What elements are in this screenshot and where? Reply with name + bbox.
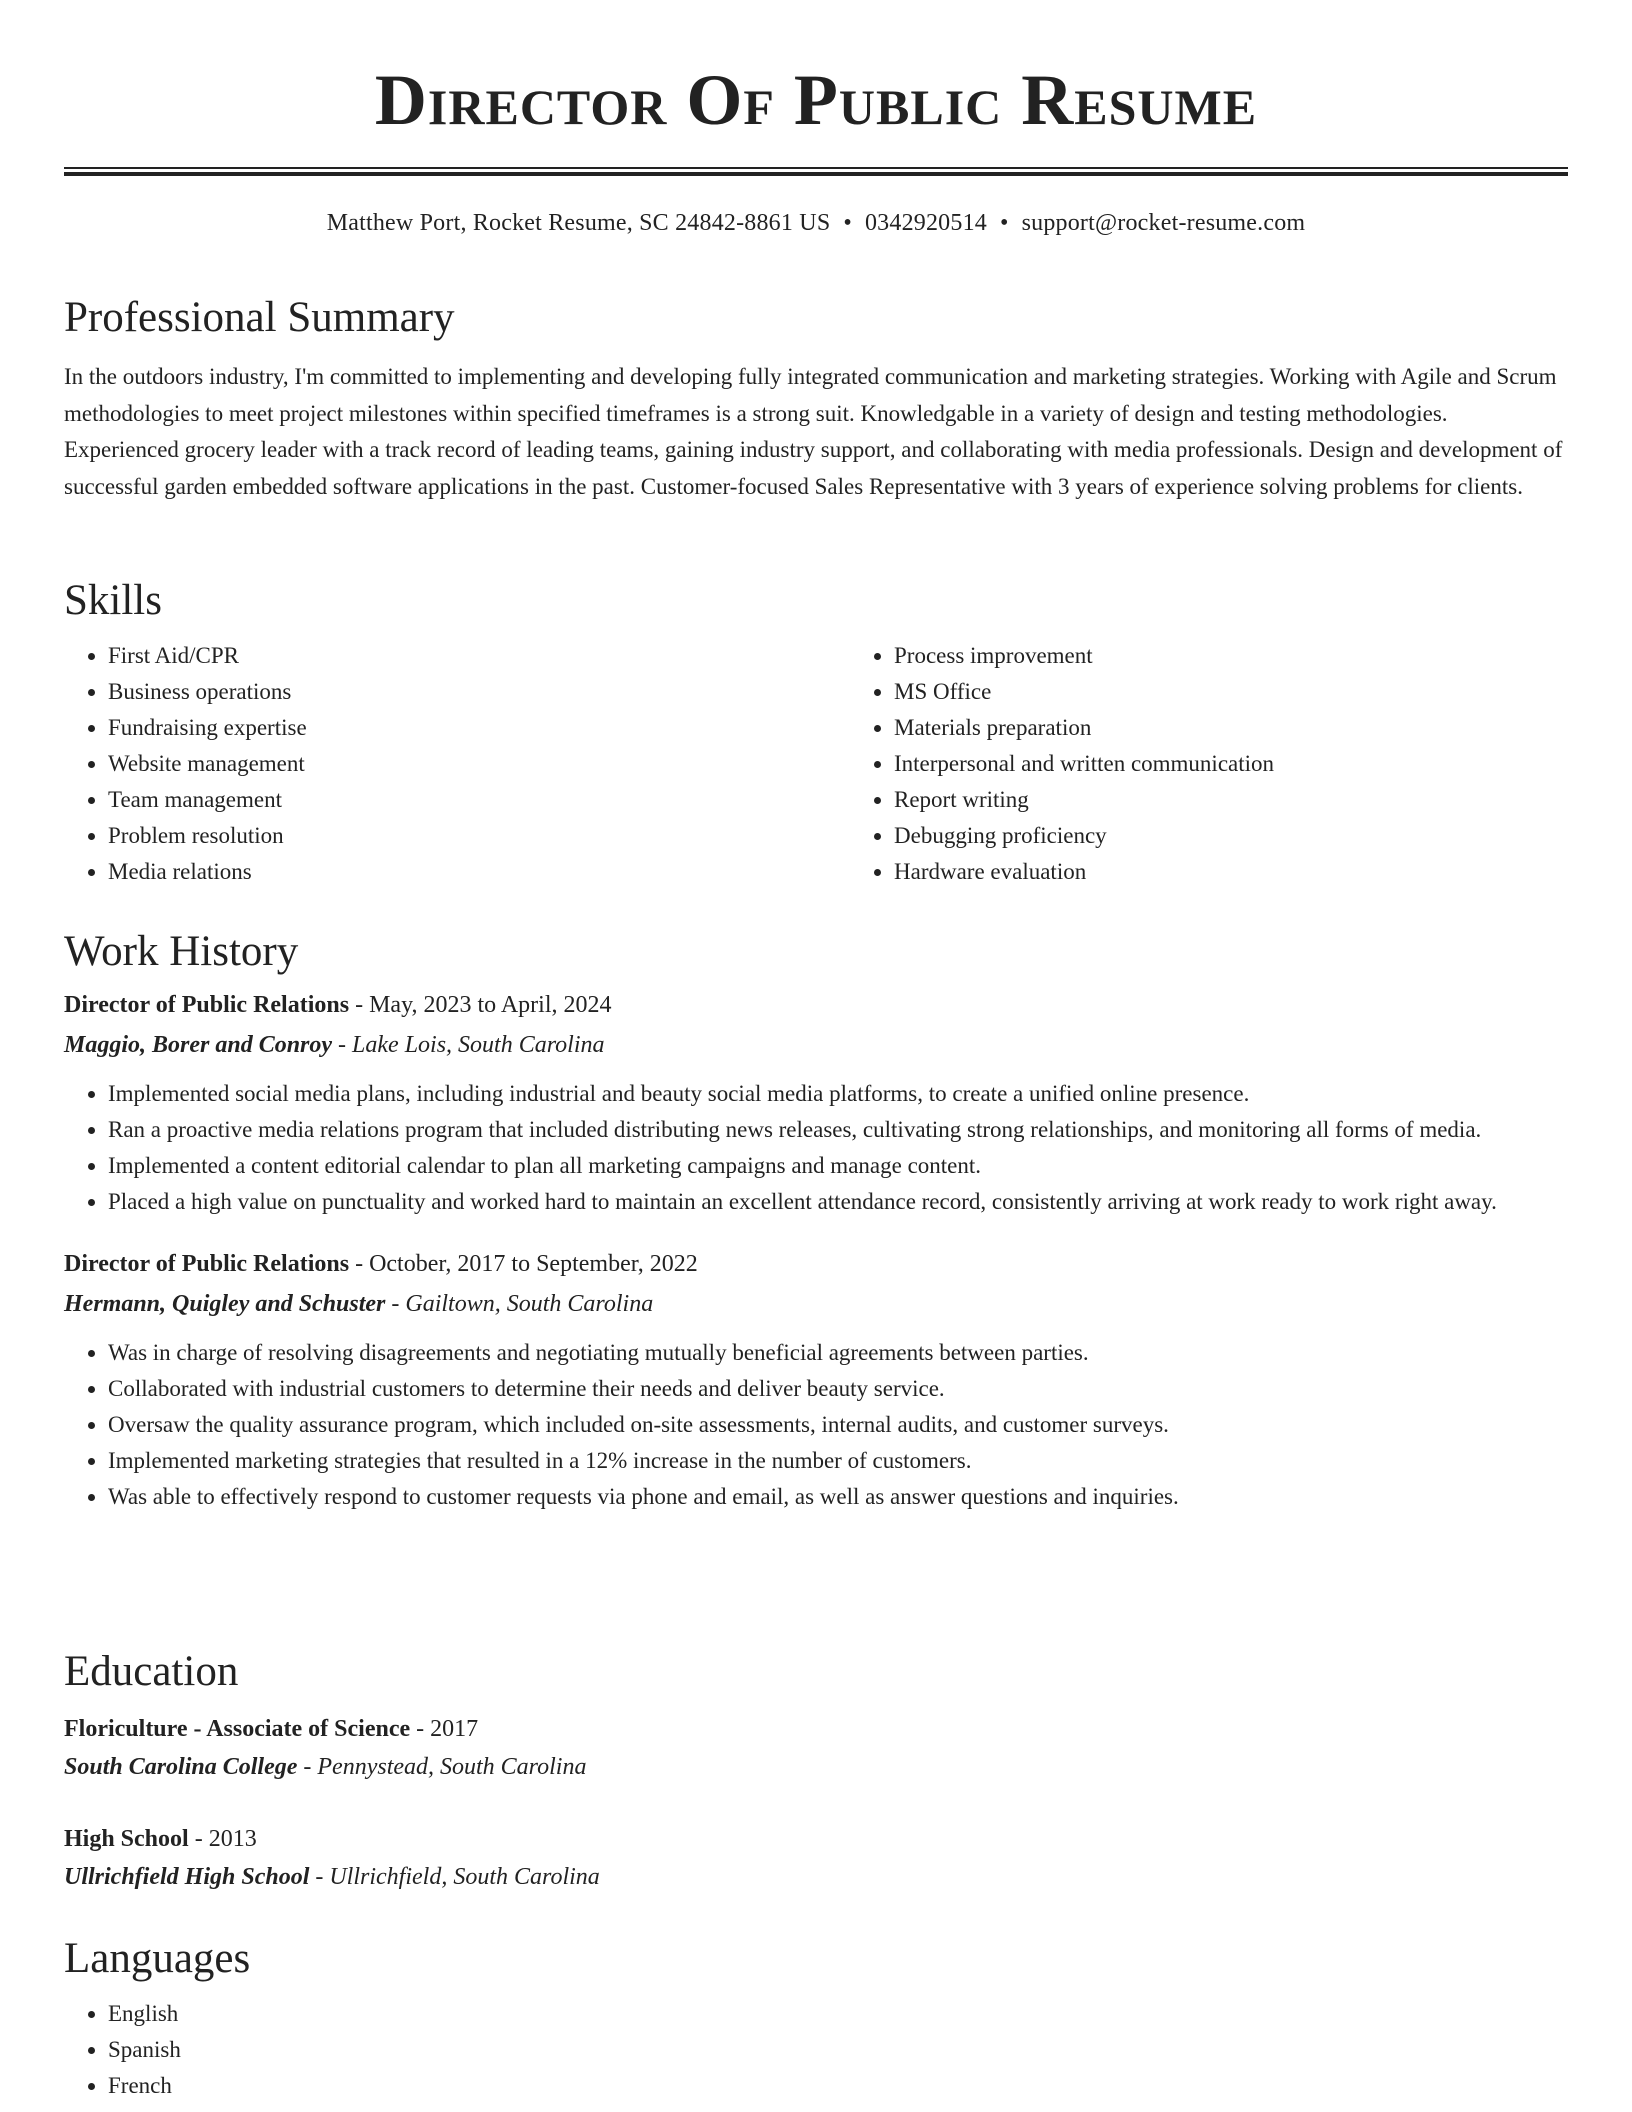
skill-item: • First Aid/CPR	[108, 638, 850, 674]
job-bullet: • Placed a high value on punctuality and worked hard to maintain an excellent attendance record, consistently arriving at work ready to work right away.	[108, 1184, 1568, 1220]
skills-section	[64, 575, 1568, 890]
skills-columns	[64, 638, 1568, 890]
language-item: • French	[108, 2068, 1568, 2104]
skill-item: • Business operations	[108, 674, 850, 710]
job-entry	[64, 1244, 1568, 1515]
resume-title: Director Of Public Resume	[374, 60, 1258, 140]
skill-item: • Team management	[108, 782, 850, 818]
job-dates: - October, 2017 to September, 2022	[349, 1251, 698, 1277]
skill-item: • Problem resolution	[108, 818, 850, 854]
job-employer-line	[64, 1284, 1568, 1324]
skills-list-right	[850, 638, 1632, 890]
education-school-line	[64, 1748, 1568, 1786]
education-school: South Carolina College	[64, 1754, 298, 1780]
skill-item: • Report writing	[894, 782, 1632, 818]
skill-item: • Hardware evaluation	[894, 854, 1632, 890]
job-bullet: • Oversaw the quality assurance program, which included on-site assessments, internal audits, and customer surveys.	[108, 1407, 1568, 1443]
job-bullet: • Collaborated with industrial customers to determine their needs and deliver beauty service.	[108, 1371, 1568, 1407]
skill-item: • Website management	[108, 746, 850, 782]
contact-line	[64, 208, 1568, 238]
job-employer-line	[64, 1025, 1568, 1065]
skill-item: • Media relations	[108, 854, 850, 890]
job-bullet: • Ran a proactive media relations program that included distributing news releases, cultivating strong relationships, and monitoring all forms of media.	[108, 1112, 1568, 1148]
section-heading-education: Education	[64, 1648, 239, 1695]
job-title: Director of Public Relations	[64, 992, 350, 1018]
job-company: Maggio, Borer and Conroy	[64, 1032, 333, 1058]
section-heading-work-history: Work History	[64, 928, 299, 975]
work-history-section	[64, 926, 1568, 1515]
skill-item: • Debugging proficiency	[894, 818, 1632, 854]
education-location: - Ullrichfield, South Carolina	[309, 1864, 600, 1890]
education-degree: High School	[64, 1826, 189, 1852]
section-heading-languages: Languages	[64, 1935, 251, 1982]
job-heading	[64, 985, 1568, 1025]
education-year: - 2013	[188, 1826, 257, 1852]
skill-item: • Fundraising expertise	[108, 710, 850, 746]
education-location: - Pennystead, South Carolina	[297, 1754, 587, 1780]
education-section	[64, 1646, 1568, 1896]
education-year: - 2017	[410, 1716, 479, 1742]
education-school: Ullrichfield High School	[64, 1864, 310, 1890]
language-item: • Spanish	[108, 2032, 1568, 2068]
section-heading-summary: Professional Summary	[64, 294, 455, 341]
job-dates: - May, 2023 to April, 2024	[349, 992, 612, 1018]
header-divider	[64, 167, 1568, 176]
job-company: Hermann, Quigley and Schuster	[64, 1291, 386, 1317]
job-bullets	[64, 1076, 1568, 1220]
education-school-line	[64, 1858, 1568, 1896]
job-bullets	[64, 1335, 1568, 1515]
languages-list	[64, 1996, 1568, 2104]
language-item: • English	[108, 1996, 1568, 2032]
skills-list-left	[64, 638, 850, 890]
education-degree-line	[64, 1820, 1568, 1858]
education-degree-line	[64, 1710, 1568, 1748]
contact-address: Matthew Port, Rocket Resume, SC 24842-8861 US	[326, 210, 831, 236]
skill-item: • Interpersonal and written communication	[894, 746, 1632, 782]
job-bullet: • Was in charge of resolving disagreements and negotiating mutually beneficial agreements between parties.	[108, 1335, 1568, 1371]
job-bullet: • Implemented social media plans, including industrial and beauty social media platforms, to create a unified online presence.	[108, 1076, 1568, 1112]
education-degree: Floriculture - Associate of Science	[64, 1716, 411, 1742]
job-bullet: • Was able to effectively respond to customer requests via phone and email, as well as answer questions and inquiries.	[108, 1479, 1568, 1515]
skill-item: • MS Office	[894, 674, 1632, 710]
job-entry	[64, 985, 1568, 1220]
skill-item: • Process improvement	[894, 638, 1632, 674]
job-title: Director of Public Relations	[64, 1251, 350, 1277]
contact-phone: 0342920514	[864, 210, 987, 236]
section-heading-skills: Skills	[64, 577, 162, 624]
education-entry	[64, 1710, 1568, 1786]
summary-text: In the outdoors industry, I'm committed to implementing and developing fully integrated communication and marketing strategies. Working with Agile and Scrum methodologies to meet project milestones within specified timeframes is a strong suit. Knowledgable in a variety of design and testing methodologies. Experienced grocery leader with a track record of leading teams, gaining industry support, and collaborating with media professionals. Design and development of successful garden embedded software applications in the past. Customer-focused Sales Representative with 3 years of experience solving problems for clients.	[64, 364, 1563, 499]
job-heading	[64, 1244, 1568, 1284]
summary-section	[64, 292, 1568, 505]
job-bullet: • Implemented a content editorial calendar to plan all marketing campaigns and manage content.	[108, 1148, 1568, 1184]
job-location: - Gailtown, South Carolina	[385, 1291, 654, 1317]
contact-separator: •	[843, 210, 852, 236]
contact-email[interactable]: support@rocket-resume.com	[1021, 210, 1306, 236]
skill-item: • Materials preparation	[894, 710, 1632, 746]
languages-section	[64, 1933, 1568, 2104]
education-entry	[64, 1820, 1568, 1896]
job-bullet: • Implemented marketing strategies that resulted in a 12% increase in the number of customers.	[108, 1443, 1568, 1479]
contact-separator: •	[999, 210, 1009, 236]
job-location: - Lake Lois, South Carolina	[332, 1032, 605, 1058]
